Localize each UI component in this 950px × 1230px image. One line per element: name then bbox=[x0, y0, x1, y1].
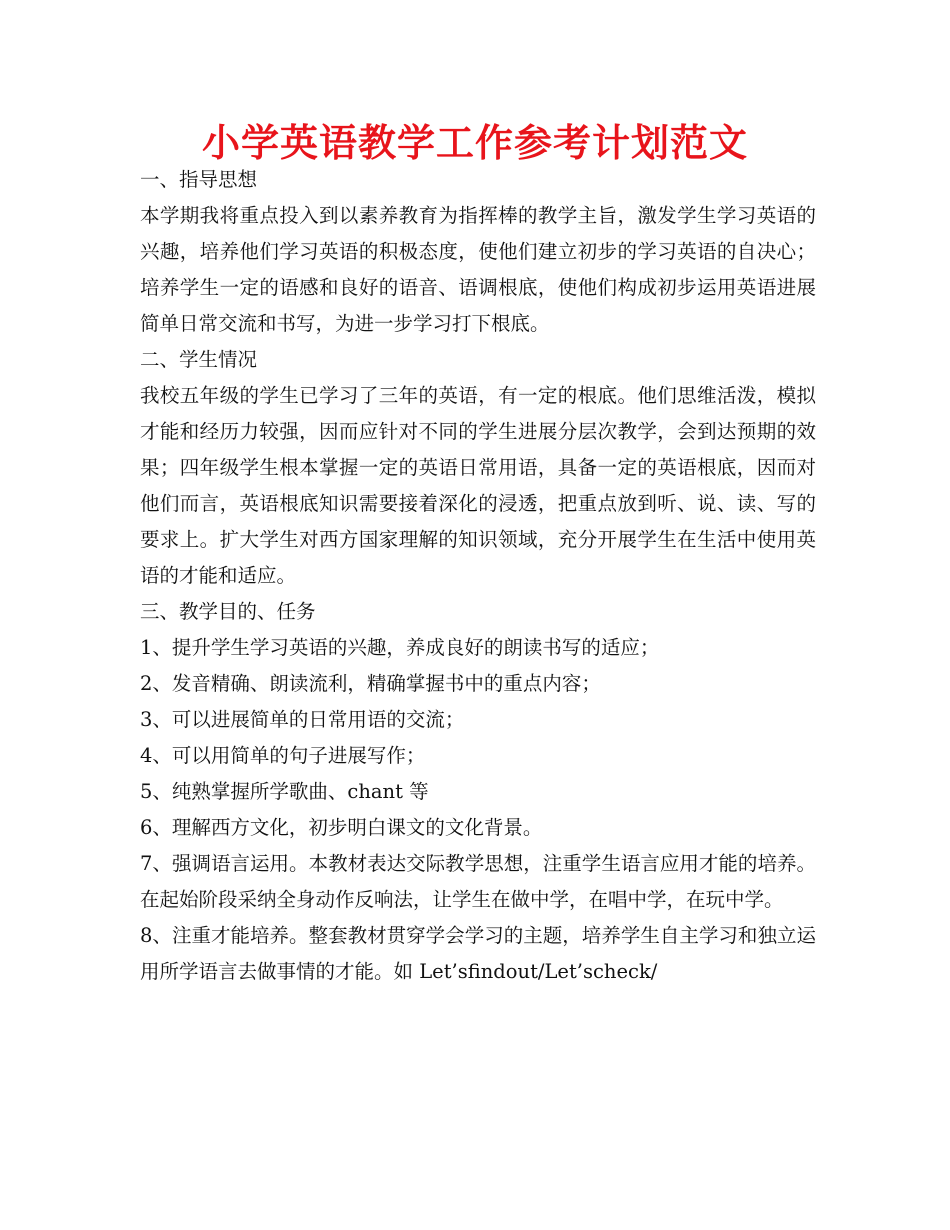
section-heading-teaching-goals: 三、教学目的、任务 bbox=[140, 600, 316, 623]
paragraph-student-situation: 我校五年级的学生已学习了三年的英语，有一定的根底。他们思维活泼，模拟才能和经历力较强，因而应针对不同的学生进展分层次教学，会到达预期的效果；四年级学生根本掌握一定的英语日常用语，具备一定的英语根底，因而对他们而言，英语根底知识需要接着深化的浸透，把重点放到听、说、读、写的要求上。扩大学生对西方国家理解的知识领域，充分开展学生在生活中使用英语的才能和适应。 bbox=[140, 384, 816, 587]
goal-item-4: 4、可以用简单的句子进展写作； bbox=[140, 744, 426, 767]
goal-item-5: 5、纯熟掌握所学歌曲、chant 等 bbox=[140, 780, 429, 803]
goal-item-8: 8、注重才能培养。整套教材贯穿学会学习的主题，培养学生自主学习和独立运用所学语言去做事情的才能。如 Let’sfindout/Let’scheck/ bbox=[140, 924, 816, 983]
section-heading-student-situation: 二、学生情况 bbox=[140, 348, 258, 371]
goal-item-3: 3、可以进展简单的日常用语的交流； bbox=[140, 708, 465, 731]
goal-item-7: 7、强调语言运用。本教材表达交际教学思想，注重学生语言应用才能的培养。在起始阶段采纳全身动作反响法，让学生在做中学，在唱中学，在玩中学。 bbox=[140, 852, 816, 911]
goal-item-6: 6、理解西方文化，初步明白课文的文化背景。 bbox=[140, 816, 543, 839]
section-heading-guiding-ideas: 一、指导思想 bbox=[140, 168, 258, 191]
goal-item-2: 2、发音精确、朗读流利，精确掌握书中的重点内容； bbox=[140, 672, 601, 695]
goal-item-1: 1、提升学生学习英语的兴趣，养成良好的朗读书写的适应； bbox=[140, 636, 660, 659]
document-body bbox=[140, 162, 816, 990]
paragraph-guiding-ideas: 本学期我将重点投入到以素养教育为指挥棒的教学主旨，激发学生学习英语的兴趣，培养他们学习英语的积极态度，使他们建立初步的学习英语的自决心；培养学生一定的语感和良好的语音、语调根底，使他们构成初步运用英语进展简单日常交流和书写，为进一步学习打下根底。 bbox=[140, 204, 816, 335]
document-title: 小学英语教学工作参考计划范文 bbox=[201, 121, 748, 165]
